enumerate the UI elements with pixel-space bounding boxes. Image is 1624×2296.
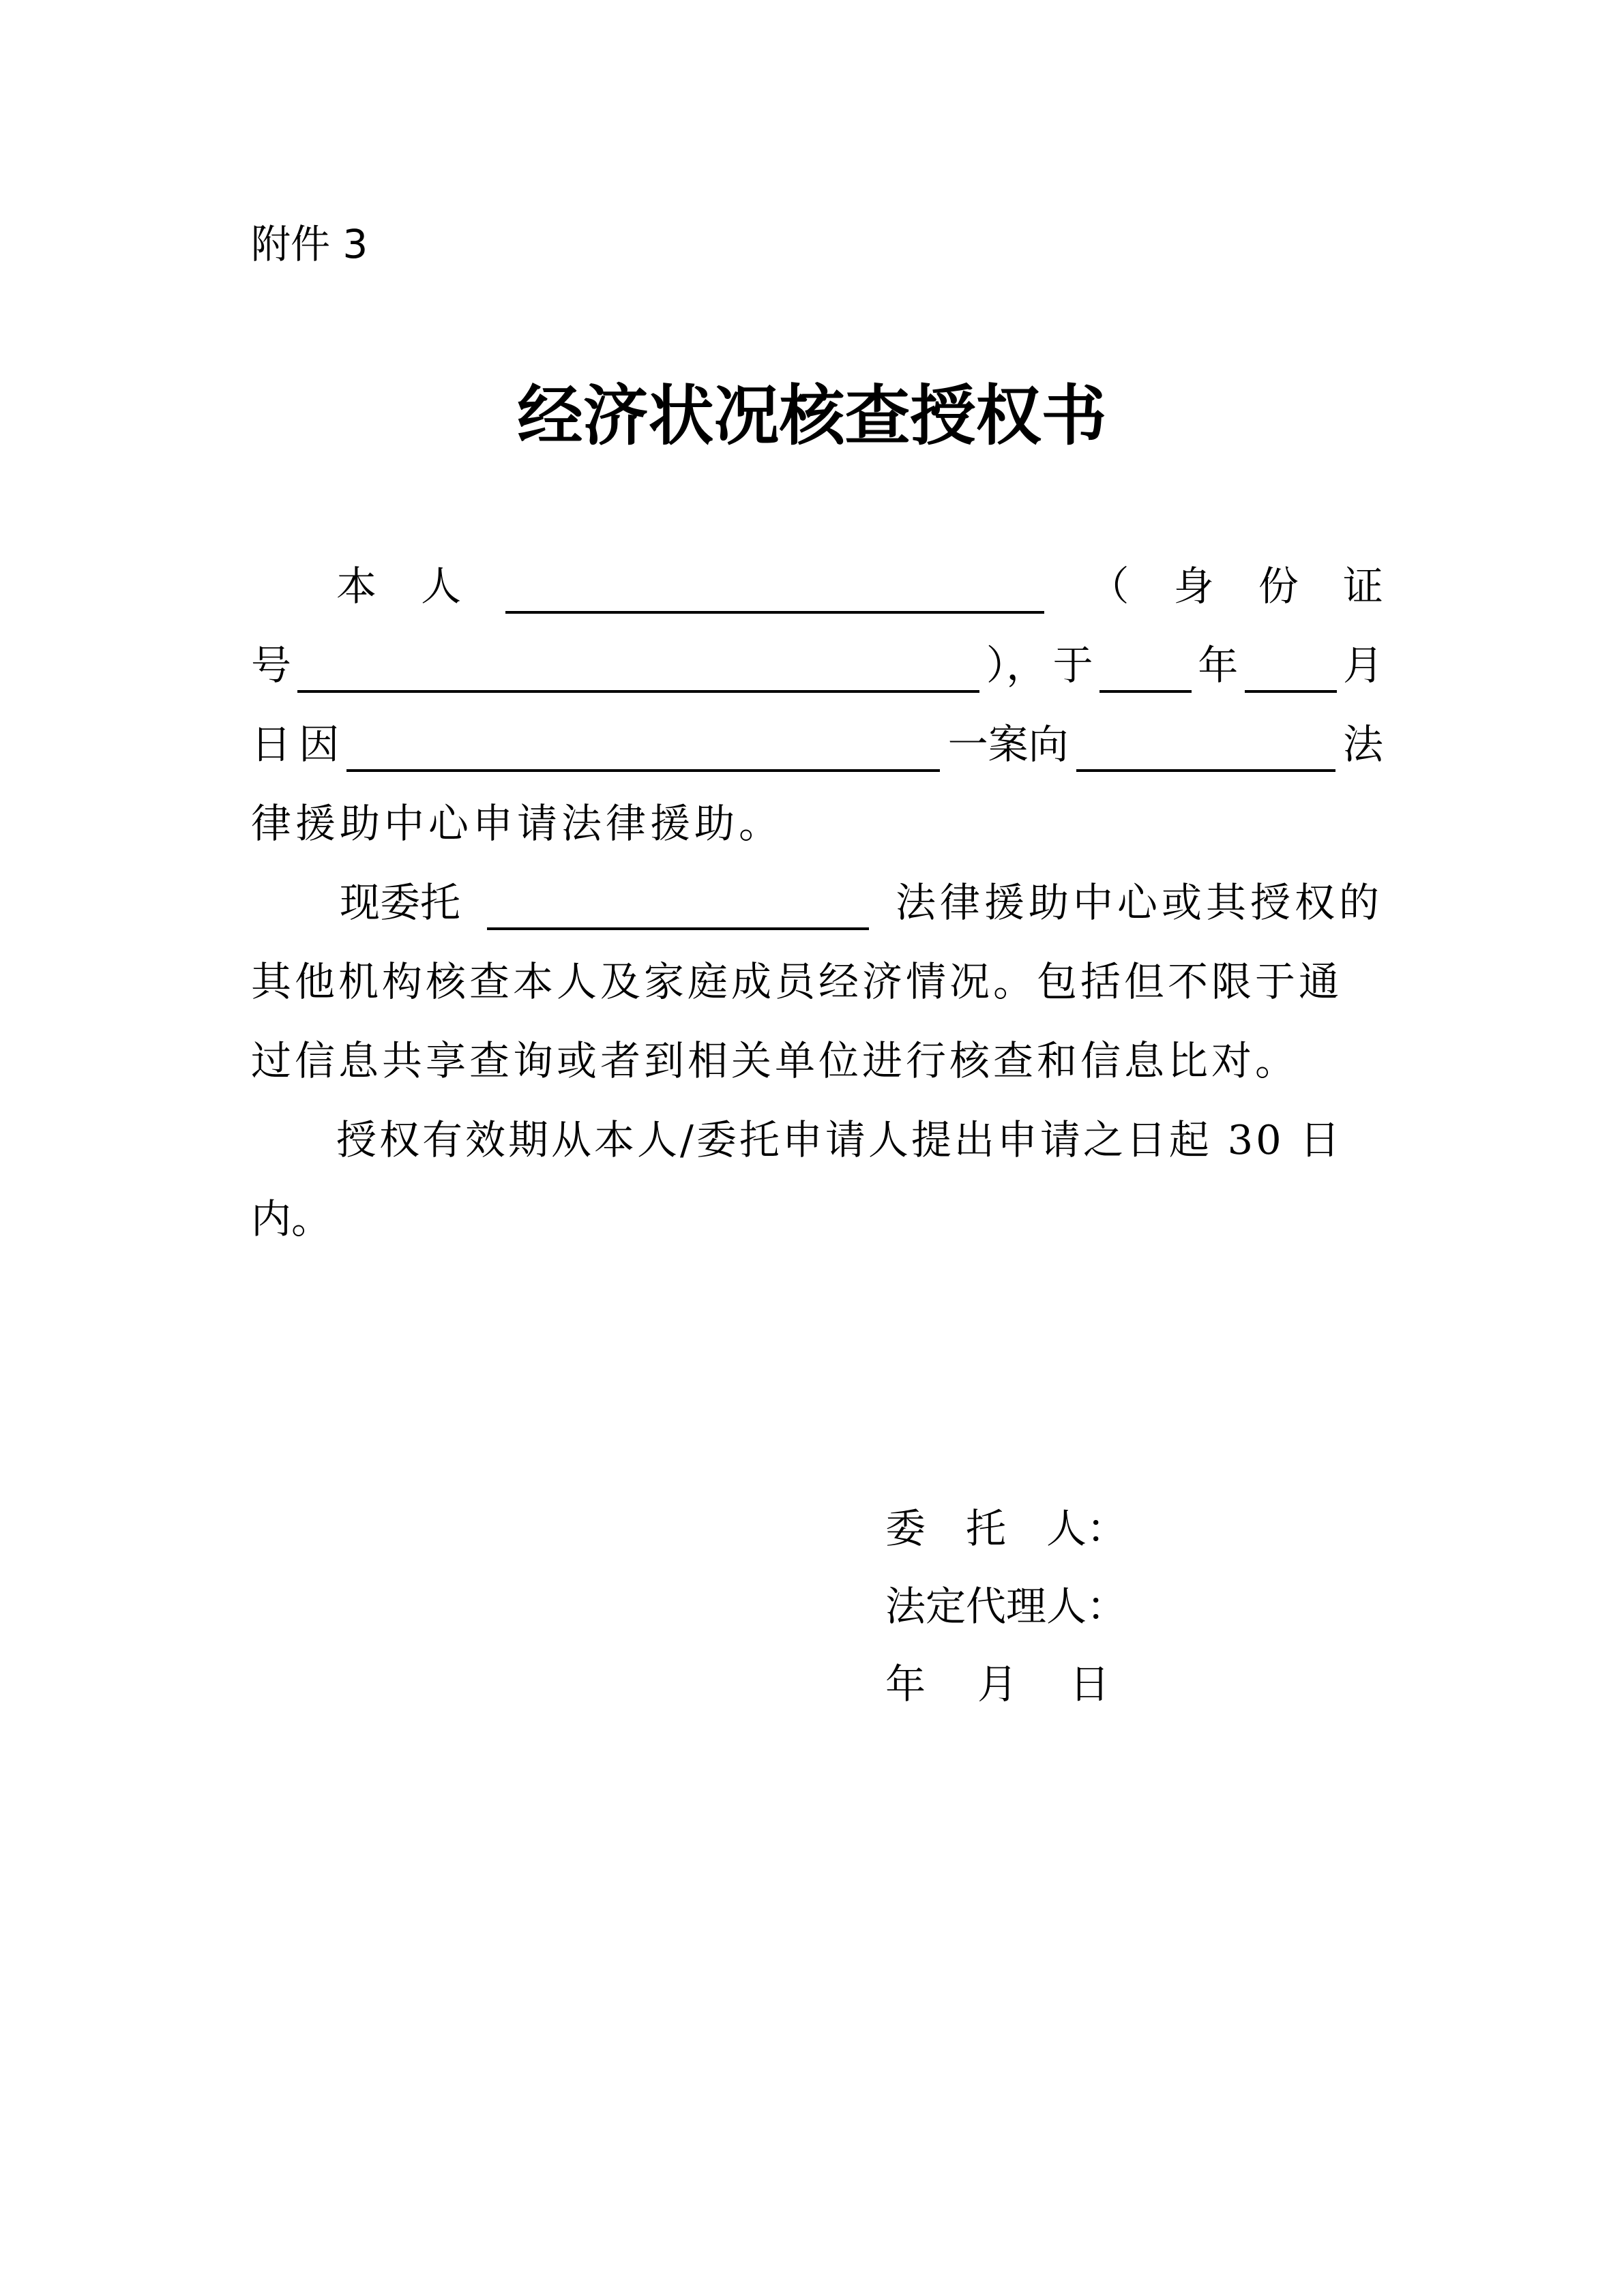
name-blank[interactable] [505,574,1044,614]
text-yue: 月 [1342,642,1383,689]
text-hao: 号 [251,642,292,689]
text-xian-wei-tuo: 现委托 [340,879,461,926]
text-ri: 日 [251,721,292,768]
entrusted-center-blank[interactable] [487,891,869,930]
legal-aid-center-blank[interactable] [1076,732,1335,772]
date-day-label: 日 [1069,1660,1110,1708]
para2-line1 [251,876,1383,930]
para3-line1: 授权有效期从本人/委托申请人提出申请之日起 30 日 [336,1116,1343,1163]
legal-agent-signature-label: 法定代理人： [885,1583,1127,1630]
text-yu: 于 [1052,642,1093,689]
year-blank[interactable] [1099,653,1192,693]
para1-line3 [251,717,1383,772]
date-month-label: 月 [977,1660,1018,1708]
para2-line2: 其他机构核查本人及家庭成员经济情况。包括但不限于通 [251,958,1343,1005]
text-paren-open: （ [1089,563,1130,610]
text-fa: 法 [1342,721,1383,768]
id-number-blank[interactable] [297,653,979,693]
principal-signature-label: 委 托 人： [885,1505,1127,1552]
para3-line2: 内。 [251,1195,332,1242]
case-blank[interactable] [346,732,940,772]
para2-line3: 过信息共享查询或者到相关单位进行核查和信息比对。 [251,1037,1299,1084]
date-year-label: 年 [885,1660,926,1708]
text-yin: 因 [299,721,340,768]
text-zheng: 证 [1342,563,1383,610]
para1-line1 [251,559,1383,614]
signature-date [885,1657,1110,1712]
para1-line4: 律援助中心申请法律援助。 [251,800,784,847]
month-blank[interactable] [1245,653,1337,693]
text-ben: 本 [336,563,377,610]
text-paren-close: ）， [986,642,1047,689]
text-legal-aid-center-authorized: 法律援助中心或其授权的 [895,879,1383,926]
attachment-label: 附件 3 [251,221,368,267]
para1-line2 [251,638,1383,693]
text-fen: 份 [1258,563,1299,610]
text-shen: 身 [1173,563,1214,610]
text-ren: 人 [421,563,462,610]
document-title: 经济状况核查授权书 [517,377,1107,454]
text-yi-an-xiang: 一案向 [947,721,1069,768]
text-nian: 年 [1198,642,1239,689]
